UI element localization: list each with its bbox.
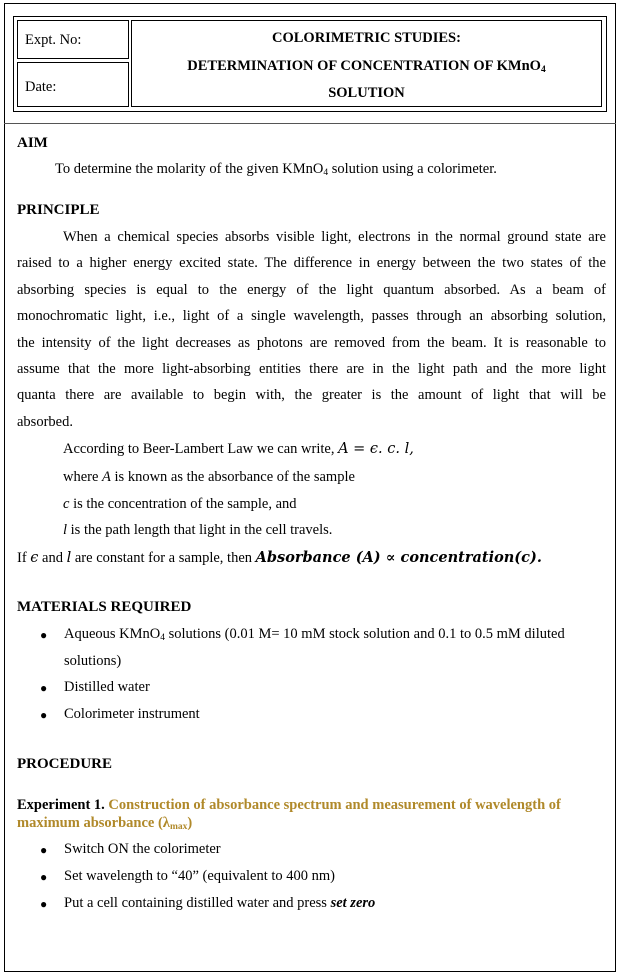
section-divider [4, 123, 616, 124]
procedure-step-2: Set wavelength to “40” (equivalent to 400 nm) [64, 868, 335, 884]
title-cell [131, 20, 602, 107]
procedure-step-3: Put a cell containing distilled water and press set zero [64, 895, 376, 911]
bullet-icon: ● [40, 870, 48, 884]
principle-line: absorbing species is equal to the energy of the light quantum absorbed. As a beam of [17, 281, 606, 298]
principle-line: quanta there are available to begin with, the greater is the amount of light that will be [17, 387, 606, 404]
expt-no-cell [17, 20, 129, 59]
material-item-1-cont: solutions) [64, 653, 122, 669]
date-cell [17, 62, 129, 107]
bullet-icon: ● [40, 681, 48, 695]
where-c-line: c is the concentration of the sample, and [63, 496, 297, 512]
beer-lambert-line: According to Beer-Lambert Law we can write, A = ϵ. c. l, [63, 441, 414, 457]
title-line-1: COLORIMETRIC STUDIES: [272, 30, 461, 46]
bullet-icon: ● [40, 843, 48, 857]
material-item-1: Aqueous KMnO$_4$ solutions (0.01 M= 10 mM stock solution and 0.1 to 0.5 mM diluted [64, 626, 565, 643]
principle-paragraph [17, 224, 606, 435]
principle-line: When a chemical species absorbs visible light, electrons in the normal ground state are [63, 229, 606, 245]
principle-line: the intensity of the light decreases as photons are removed from the beam. It is reasonable to [17, 334, 606, 351]
title-line-2: DETERMINATION OF CONCENTRATION OF KMnO$_4$ [187, 58, 546, 75]
title-line-3: SOLUTION [328, 85, 405, 101]
principle-heading: PRINCIPLE [17, 202, 100, 218]
procedure-heading: PROCEDURE [17, 756, 113, 772]
where-l-line: l is the path length that light in the cell travels. [63, 522, 333, 538]
beer-lambert-equation: A = ϵ. c. l, [338, 441, 414, 457]
experiment-1-title: Experiment 1. Construction of absorbance spectrum and measurement of wavelength of [17, 797, 561, 813]
bullet-icon: ● [40, 628, 48, 642]
header-table [13, 16, 607, 112]
proportionality-equation: Absorbance (A) ∝ concentration(c). [255, 549, 542, 566]
materials-heading: MATERIALS REQUIRED [17, 599, 192, 615]
principle-line: absorbed. [17, 413, 73, 430]
experiment-label: Experiment 1. [17, 797, 105, 813]
material-item-3: Colorimeter instrument [64, 706, 200, 722]
experiment-1-title-cont: maximum absorbance $(\lambda_{max})$ [17, 815, 193, 832]
aim-heading: AIM [17, 135, 48, 151]
aim-text: To determine the molarity of the given KMnO$_4$ solution using a colorimeter. [55, 161, 497, 178]
material-item-2: Distilled water [64, 679, 150, 695]
where-a-line: where A is known as the absorbance of the sample [63, 469, 355, 485]
expt-no-label: Expt. No: [25, 32, 82, 48]
principle-line: monochromatic light, i.e., light of a single wavelength, passes through an absorbing solution, [17, 308, 606, 325]
procedure-step-1: Switch ON the colorimeter [64, 841, 221, 857]
principle-line: raised to a higher energy excited state. The difference in energy between the two states of the [17, 255, 606, 272]
bullet-icon: ● [40, 897, 48, 911]
bullet-icon: ● [40, 708, 48, 722]
date-label: Date: [25, 79, 57, 95]
proportionality-line: If ϵ and l are constant for a sample, then Absorbance (A) ∝ concentration(c). [17, 549, 542, 566]
principle-line: assume that the more light-absorbing entities there are in the light path and the more light [17, 360, 606, 377]
